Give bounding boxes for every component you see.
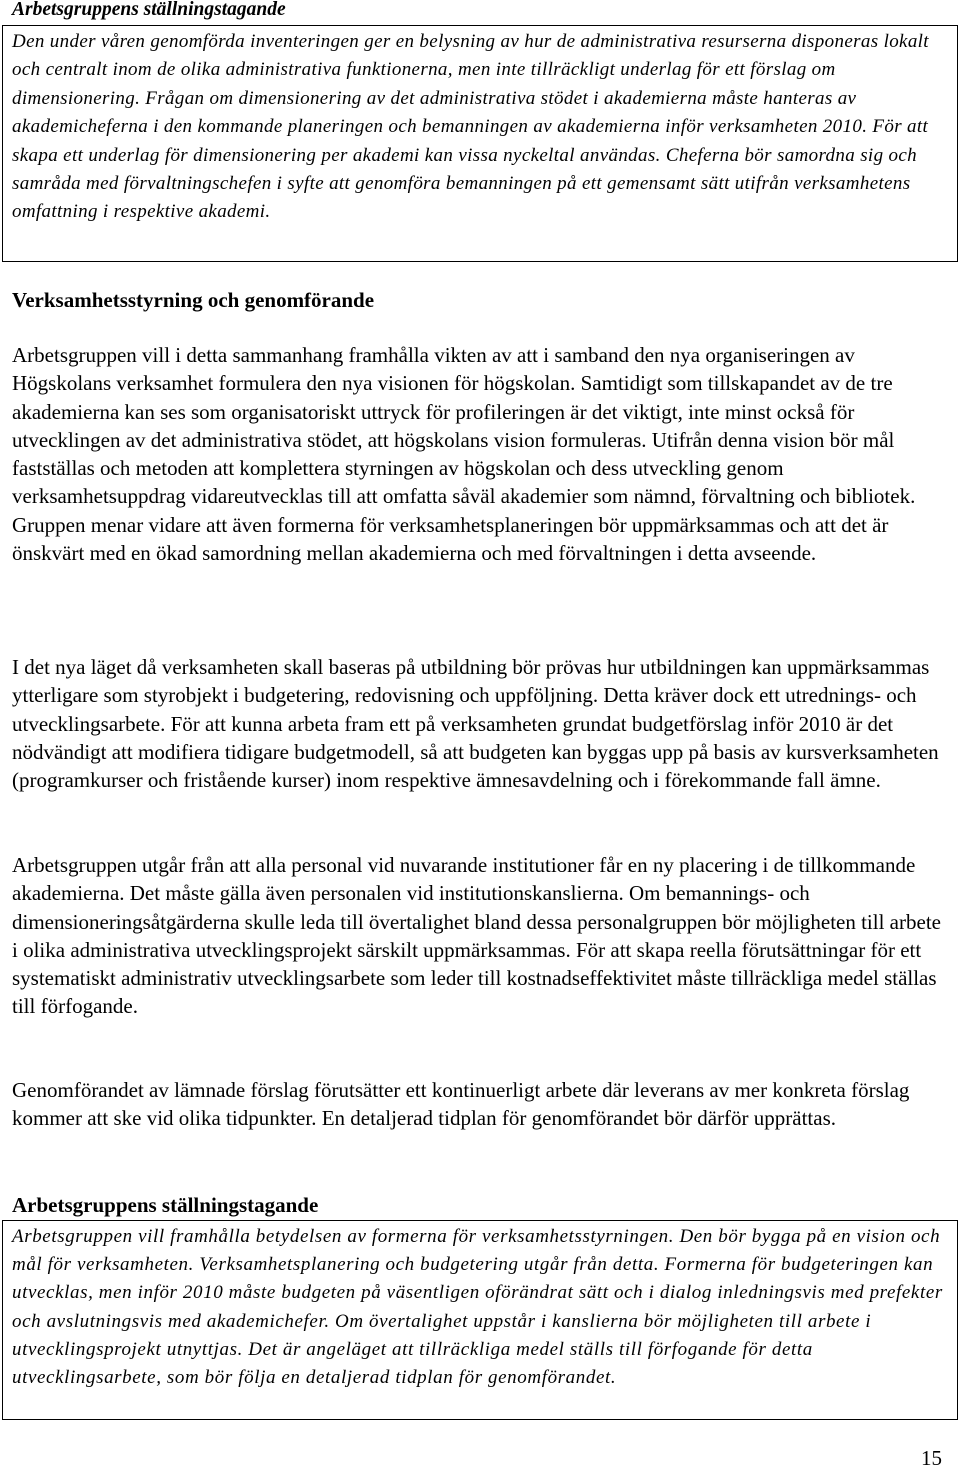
statement-box-1-text: Den under våren genomförda inventeringen ger en belysning av hur de administrativa resurserna disponeras lokalt och centralt inom de olika administrativa funktionerna, men inte tillräckligt underlag för ett förslag om dimensionering. Frågan om dimensionering av det administrativa stödet i akademierna måste hanteras av akademicheferna i den kommande planeringen och bemanningen av akademierna inför verksamheten 2010. För att skapa ett underlag för dimensionering per akademi kan vissa nyckeltal användas. Cheferna bör samordna sig och samråda med förvaltningschefen i syfte att genomföra bemanningen på ett gemensamt sätt utifrån verksamhetens omfattning i respektive akademi. [12,31,929,223]
paragraph-4: Genomförandet av lämnade förslag förutsätter ett kontinuerligt arbete där leverans av mer konkreta förslag kommer att ske vid olika tidpunkter. En detaljerad tidplan för genomförandet bör därför upprättas. [12,1078,910,1131]
paragraph-3: Arbetsgruppen utgår från att alla personal vid nuvarande institutioner får en ny placering i de tillkommande akademierna. Det måste gälla även personalen vid institutionskanslierna. Om bemannings- och dimensioneringsåtgärderna skulle leda till övertalighet bland dessa personalgruppen bör möjligheten till arbete i olika administrativa utvecklingsprojekt särskilt uppmärksammas. För att skapa reella förutsättningar för ett systematiskt administrativ utvecklingsarbete som leder till kostnadseffektivitet måste tillräckliga medel ställas till förfogande. [12,853,941,1019]
paragraph-1: Arbetsgruppen vill i detta sammanhang framhålla vikten av att i samband den nya organiseringen av Högskolans verksamhet formulera den nya visionen för högskolan. Samtidigt som tillskapandet av de tre akademierna kan ses som organisatoriskt uttryck för profileringen är det viktigt, inte minst också för utvecklingen av det administrativa stödet, att högskolans vision formuleras. Utifrån denna vision bör mål fastställas och metoden att komplettera styrningen av högskolan och dess utveckling genom verksamhetsuppdrag vidareutvecklas till att omfatta såväl akademier som nämnd, förvaltning och bibliotek. Gruppen menar vidare att även formerna för verksamhetsplaneringen bör uppmärksammas och att det är önskvärt med en ökad samordning mellan akademierna och med förvaltningen i detta avseende. [12,343,916,566]
paragraph-2: I det nya läget då verksamheten skall baseras på utbildning bör prövas hur utbildningen kan uppmärksammas ytterligare som styrobjekt i budgetering, redovisning och uppföljning. Detta kräver dock ett utrednings- och utvecklingsarbete. För att kunna arbeta fram ett på verksamheten grundat budgetförslag inför 2010 är det nödvändigt att modifiera tidigare budgetmodell, så att budgeten kan byggas upp på basis av kursverksamheten (programkurser och fristående kurser) inom respektive ämnesavdelning och i förekommande fall ämne. [12,655,939,793]
section-heading: Verksamhetsstyrning och genomförande [12,288,375,312]
page-number: 15 [921,1446,942,1470]
statement-box-2-text: Arbetsgruppen vill framhålla betydelsen av formerna för verksamhetsstyrningen. Den bör bygga på en vision och mål för verksamheten. Verksamhetsplanering och budgetering utgår från detta. Formerna för budgeteringen kan utvecklas, men inför 2010 måste budgeten på väsentligen oförändrat sätt och i dialog inledningsvis med prefekter och avslutningsvis med akademichefer. Om övertalighet uppstår i kanslierna bör möjligheten till arbete i utvecklingsprojekt utnyttjas. Det är angeläget att tillräckliga medel ställs till förfogande för detta utvecklingsarbete, som bör följa en detaljerad tidplan för genomförandet. [12,1226,943,1389]
top-heading: Arbetsgruppens ställningstagande [12,0,286,20]
second-heading: Arbetsgruppens ställningstagande [12,1193,319,1217]
